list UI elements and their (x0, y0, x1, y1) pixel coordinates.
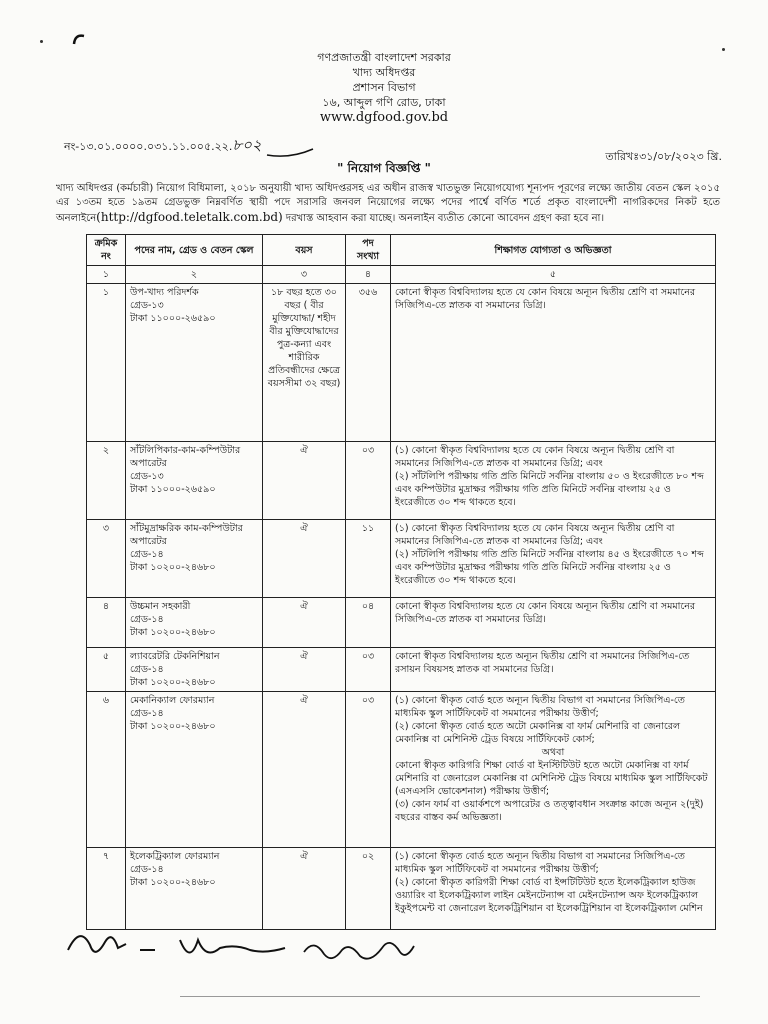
row-serial: ৭ (87, 848, 126, 930)
row-qualification (391, 598, 716, 648)
post-name: সাঁটলিপিকার-কাম-কম্পিউটার অপারেটর (130, 445, 241, 469)
qualification-line: কোনো স্বীকৃত বিশ্ববিদ্যালয় হতে যে কোন বিষয়ে অন্যূন দ্বিতীয় শ্রেণি বা সমমানের সিজিপিএ-তে স্নাতক বা সমমানের ডিগ্রি। (395, 601, 696, 625)
table-row (87, 520, 716, 598)
post-scale: টাকা ১০২০০-২৪৬৮০ (130, 721, 216, 732)
row-post (126, 520, 263, 598)
row-post (126, 284, 263, 442)
post-scale: টাকা ১০২০০-২৪৬৮০ (130, 877, 216, 888)
row-qualification (391, 692, 716, 848)
qualification-line: (২) কোনো স্বীকৃত কারিগরী শিক্ষা বোর্ড বা ইন্সটিটিউট হতে ইলেকট্রিক্যাল হাউজ ওয়্যারিং বা ইলেকট্রিক্যাল লাইন মেইনটেন্যান্স বা মেইনটেন্যান্স অফ ইলেকট্রিক্যাল ইকুইপমেন্ট বা জেনারেল ইলেকট্রিশিয়ান বা ইলেকট্রিশিয়ান বা ইলেকট্রিক্যাল মেশিন (395, 877, 703, 914)
qualification-line: (২) সাঁটলিপি পরীক্ষায় গতি প্রতি মিনিটে সর্বনিম্ন বাংলায় ৪৫ ও ইংরেজীতে ৭০ শব্দ এবং কম্পিউটার মুদ্রাক্ষর পরীক্ষায় গতি প্রতি মিনিটে সর্বনিম্ন বাংলায় ২৫ ও ইংরেজীতে ৩০ শব্দ থাকতে হবে। (395, 549, 704, 586)
table-header-row (87, 235, 716, 266)
row-qualification (391, 848, 716, 930)
column-number: ৫ (391, 266, 716, 284)
row-count: ০৩ (346, 648, 391, 692)
row-post (126, 598, 263, 648)
post-name: সাঁটমুদ্রাক্ষরিক কাম-কম্পিউটার অপারেটর (130, 523, 243, 547)
post-grade: গ্রেড-১৪ (130, 864, 164, 875)
row-count: ৩৫৬ (346, 284, 391, 442)
post-grade: গ্রেড-১৪ (130, 614, 164, 625)
row-age: ঐ (263, 598, 346, 648)
post-scale: টাকা ১০২০০-২৪৬৮০ (130, 627, 216, 638)
header-count: পদ সংখ্যা (346, 235, 391, 266)
post-scale: টাকা ১০২০০-২৪৬৮০ (130, 677, 216, 688)
scan-dot (40, 40, 43, 43)
qualification-line: (২) কোনো স্বীকৃত বোর্ড হতে অটো মেকানিক্স বা ফার্ম মেশিনারি বা জেনারেল মেকানিক্স বা মেশিনিস্ট ট্রেড বিষয়ে সার্টিফিকেট কোর্স; (395, 721, 681, 745)
punch-mark-icon (70, 30, 90, 50)
row-serial: ৩ (87, 520, 126, 598)
qualification-line: (১) কোনো স্বীকৃত বোর্ড হতে অন্যূন দ্বিতীয় বিভাগ বা সমমানের সিজিপিএ-তে মাধ্যমিক স্কুল সার্টিফিকেট বা সমমানের পরীক্ষায় উত্তীর্ণ; (395, 695, 685, 719)
division-name: প্রশাসন বিভাগ (352, 81, 416, 94)
table-row (87, 284, 716, 442)
post-grade: গ্রেড-১৪ (130, 664, 164, 675)
application-url[interactable]: (http://dgfood.teletalk.com.bd) (96, 210, 283, 224)
post-scale: টাকা ১১০০০-২৬৫৯০ (130, 313, 216, 324)
row-count: ০৪ (346, 598, 391, 648)
post-grade: গ্রেড-১৪ (130, 708, 164, 719)
post-scale: টাকা ১০২০০-২৪৬৮০ (130, 562, 216, 573)
row-age: ঐ (263, 648, 346, 692)
memo-number (64, 134, 315, 159)
qualification-line: (১) কোনো স্বীকৃত বিশ্ববিদ্যালয় হতে যে কোন বিষয়ে অন্যূন দ্বিতীয় শ্রেণি বা সমমানের সিজিপিএ-তে স্নাতক বা সমমানের ডিগ্রি; এবং (395, 523, 675, 547)
memo-prefix: নং-১৩.০১.০০০০.০৩১.১১.০০৫.২২. (64, 140, 233, 153)
post-name: ইলেকট্রিক্যাল ফোরম্যান (130, 851, 220, 862)
column-number: ২ (126, 266, 263, 284)
intro-text: খাদ্য অধিদপ্তর (কর্মচারী) নিয়োগ বিধিমালা, ২০১৮ অনুযায়ী খাদ্য অধিদপ্তরসহ এর অধীন রাজস্ব খাতভুক্ত নিয়োগযোগ্য শূন্যপদ পূরণের লক্ষ্যে জাতীয় বেতন স্কেল ২০১৫ এর ১৩তম হতে ১৯তম গ্রেডভুক্ত নিম্নবর্ণিত স্থায়ী পদে সরাসরি জনবল নিয়োগের লক্ষ্যে পদের পার্শ্বে বর্ণিত শর্তে প্রকৃত বাংলাদেশী নাগরিকদের নিকট হতে অনলাইনে (56, 183, 720, 224)
qualification-line: (১) কোনো স্বীকৃত বিশ্ববিদ্যালয় হতে যে কোন বিষয়ে অন্যূন দ্বিতীয় শ্রেণি বা সমমানের সিজিপিএ-তে স্নাতক বা সমমানের ডিগ্রি; এবং (395, 445, 675, 469)
row-age: ঐ (263, 848, 346, 930)
row-qualification (391, 648, 716, 692)
row-qualification (391, 520, 716, 598)
row-post (126, 848, 263, 930)
header-post: পদের নাম, গ্রেড ও বেতন স্কেল (126, 235, 263, 266)
address: ১৬, আব্দুল গণি রোড, ঢাকা (322, 96, 446, 109)
table-body (87, 284, 716, 930)
row-qualification (391, 284, 716, 442)
qualification-line: (৩) কোন ফার্ম বা ওয়ার্কশপে অপারেটর ও তত্ত্বাবধান সংক্রান্ত কাজে অন্যূন ২(দুই) বছরের বাস্তব কর্ম অভিজ্ঞতা। (395, 799, 704, 823)
intro-text-end: দরখাস্ত আহবান করা যাচ্ছে। অনলাইন ব্যতীত কোনো আবেদন গ্রহণ করা হবে না। (282, 213, 605, 224)
government-name: গণপ্রজাতন্ত্রী বাংলাদেশ সরকার (317, 51, 451, 64)
directorate-name: খাদ্য অধিদপ্তর (352, 66, 416, 79)
header-qualification: শিক্ষাগত যোগ্যতা ও অভিজ্ঞতা (391, 235, 716, 266)
row-qualification (391, 442, 716, 520)
row-age: ঐ (263, 520, 346, 598)
memo-hand-number: ৮০২ (232, 136, 262, 154)
column-number-row (87, 266, 716, 284)
row-post (126, 648, 263, 692)
row-serial: ৫ (87, 648, 126, 692)
row-serial: ২ (87, 442, 126, 520)
qualification-line: (১) কোনো স্বীকৃত বোর্ড হতে অন্যূন দ্বিতীয় বিভাগ বা সমমানের সিজিপিএ-তে মাধ্যমিক স্কুল সার্টিফিকেট বা সমমানের পরীক্ষায় উত্তীর্ণ; (395, 851, 685, 875)
notice-intro (56, 182, 720, 226)
date-label: তারিখঃ (605, 150, 640, 163)
website: www.dgfood.gov.bd (319, 110, 449, 125)
date-value: ৩১/০৮/২০২৩ খ্রি. (639, 150, 722, 163)
post-scale: টাকা ১১০০০-২৬৫৯০ (130, 484, 216, 495)
post-grade: গ্রেড-১৩ (130, 471, 164, 482)
column-number: ১ (87, 266, 126, 284)
qualification-line: কোনো স্বীকৃত কারিগরি শিক্ষা বোর্ড বা ইনস্টিটিউট হতে অটো মেকানিক্স বা ফার্ম মেশিনারি বা জেনারেল মেকানিক্স বা মেশিনিস্ট ট্রেড বিষয়ে মাধ্যমিক স্কুল সার্টিফিকেট (এসএসসি ভোকেশনাল) পরীক্ষায় উত্তীর্ণ; (395, 760, 708, 797)
row-post (126, 442, 263, 520)
row-age: ঐ (263, 442, 346, 520)
qualification-line: (২) সাঁটলিপি পরীক্ষায় গতি প্রতি মিনিটে সর্বনিম্ন বাংলায় ৫০ ও ইংরেজীতে ৮০ শব্দ এবং কম্পিউটার মুদ্রাক্ষর পরীক্ষায় গতি প্রতি মিনিটে সর্বনিম্ন বাংলায় ২৫ ও ইংরেজীতে ৩০ শব্দ থাকতে হবে। (395, 471, 704, 508)
row-serial: ৬ (87, 692, 126, 848)
table-row (87, 598, 716, 648)
header-serial: ক্রমিক নং (87, 235, 126, 266)
row-serial: ১ (87, 284, 126, 442)
column-number: ৪ (346, 266, 391, 284)
table-row (87, 692, 716, 848)
post-grade: গ্রেড-১৩ (130, 300, 164, 311)
column-number: ৩ (263, 266, 346, 284)
table-row (87, 648, 716, 692)
table-row (87, 848, 716, 930)
row-count: ০২ (346, 848, 391, 930)
post-name: ল্যাবরেটরি টেকনিশিয়ান (130, 651, 220, 662)
letterhead (0, 50, 768, 125)
row-count: ১১ (346, 520, 391, 598)
row-count: ০৩ (346, 692, 391, 848)
qualification-or: অথবা (541, 747, 565, 758)
header-age: বয়স (263, 235, 346, 266)
signature-right (300, 928, 420, 968)
row-age: ঐ (263, 692, 346, 848)
qualification-line: কোনো স্বীকৃত বিশ্ববিদ্যালয় হতে অন্যূন দ্বিতীয় শ্রেণি বা সমমানের সিজিপিএ-তে রসায়ন বিষয়সহ স্নাতক বা সমমানের ডিগ্রি। (395, 651, 690, 675)
row-count: ০৩ (346, 442, 391, 520)
notice-title: " নিয়োগ বিজ্ঞপ্তি " (337, 161, 431, 175)
row-age: ১৮ বছর হতে ৩০ বছর ( বীর মুক্তিযোদ্ধা/ শহীদ বীর মুক্তিযোদ্ধাদের পুত্র-কন্যা এবং শারীরিক প্রতিবন্ধীদের ক্ষেত্রে বয়সসীমা ৩২ বছর) (263, 284, 346, 442)
page-bottom-line (180, 996, 700, 997)
qualification-line: কোনো স্বীকৃত বিশ্ববিদ্যালয় হতে যে কোন বিষয়ে অন্যূন দ্বিতীয় শ্রেণি বা সমমানের সিজিপিএ-তে স্নাতক বা সমমানের ডিগ্রি। (395, 287, 696, 311)
post-name: উপ-খাদ্য পরিদর্শক (130, 287, 199, 298)
post-name: মেকানিক্যাল ফোরম্যান (130, 695, 215, 706)
post-name: উচ্চমান সহকারী (130, 601, 191, 612)
table-row (87, 442, 716, 520)
vacancy-table (86, 234, 716, 930)
row-serial: ৪ (87, 598, 126, 648)
signature-left (60, 920, 310, 970)
underline-stroke (265, 145, 315, 159)
post-grade: গ্রেড-১৪ (130, 549, 164, 560)
row-post (126, 692, 263, 848)
